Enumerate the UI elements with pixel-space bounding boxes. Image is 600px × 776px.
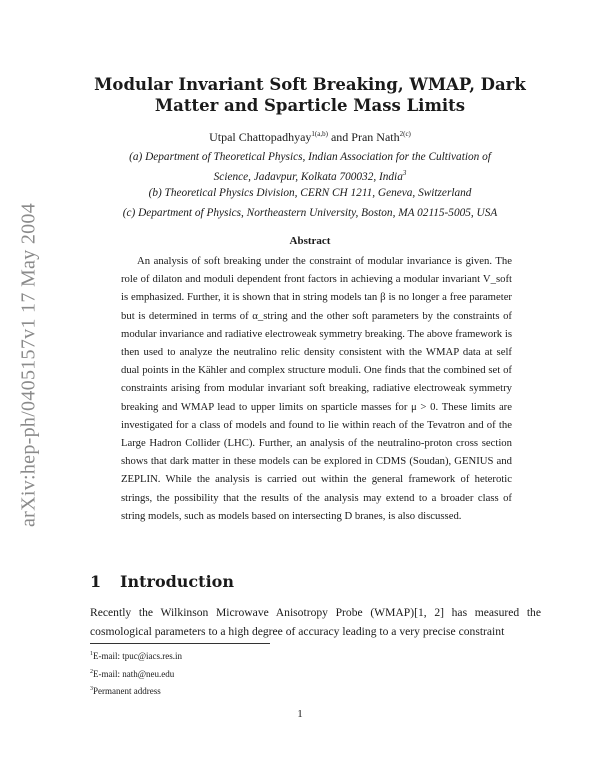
abstract-body [121,252,512,525]
footnote-3-mark: 3 [90,686,93,692]
intro-body [90,603,541,641]
abstract-paragraph: An analysis of soft breaking under the constraint of modular invariance is given. The role of dilaton and moduli dependent front factors in achieving a modular invariant V_soft is emphasized. Further, it is shown that in string models tan β is no longer a free parameter but is determined in terms of α_string and the other soft parameters by the constraints of modular invariance and radiative electroweak symmetry breaking. The above framework is then used to analyze the neutralino relic density consistent with the WMAP data at self dual points in the Kähler and complex structure moduli. One finds that the combined set of constraints arising from modular invariant soft breaking, radiative electroweak symmetry breaking and WMAP lead to upper limits on sparticle masses for μ > 0. These limits are investigated for a class of models and found to lie within reach of the Tevatron and of the Large Hadron Collider (LHC). Further, an analysis of the neutralino-proton cross section shows that dark matter in these models can be explored in CDMS (Soudan), GENIUS and ZEPLIN. While the analysis is carried out within the general framework of heterotic strings, the possibility that the results of the analysis may extend to a broader class of string models, such as models based on intersecting D branes, is also discussed. [121,255,512,522]
title-line-2: Matter and Sparticle Mass Limits [154,96,466,115]
affiliation-b: (b) Theoretical Physics Division, CERN CH 1211, Geneva, Switzerland [148,187,472,199]
page-number: 1 [297,708,303,720]
footnote-2-mark: 2 [90,668,93,675]
author-2-name: Pran Nath [351,130,400,144]
footnote-1-mark: 1 [90,651,93,657]
title-line-1: Modular Invariant Soft Breaking, WMAP, Dark [94,75,526,94]
author-1-affiliation-mark: 1(a,b) [311,130,328,138]
affiliation-c: (c) Department of Physics, Northeastern University, Boston, MA 02115-5005, USA [122,207,498,219]
footnote-2 [90,665,182,683]
affiliation-a-line-2 [90,169,530,183]
author-2-affiliation-mark: 2(c) [399,130,411,138]
footnote-1-text: E-mail: tpuc@iacs.res.in [93,651,183,661]
footnote-rule [90,643,270,644]
footnote-3-text: Permanent address [93,686,161,696]
section-title: Introduction [120,572,234,591]
footnote-2-text: E-mail: nath@neu.edu [93,668,175,679]
paper-title [90,74,530,116]
author-1-name: Utpal Chattopadhyay [209,130,312,144]
arxiv-identifier-text: arXiv:hep-ph/0405157v1 17 May 2004 [17,202,40,528]
footnotes [90,647,182,700]
section-heading [90,572,234,591]
affiliation-a-line-1: (a) Department of Theoretical Physics, Indian Association for the Cultivation of [129,151,491,163]
author-line [90,130,530,145]
section-number: 1 [90,572,102,591]
abstract-heading: Abstract [289,235,331,247]
author-conjunction: and [330,130,349,144]
affiliation-a-line-2-text: Science, Jadavpur, Kolkata 700032, India [213,170,403,183]
footnote-3 [90,682,182,700]
footnote-1 [90,647,182,665]
affiliation-a-footnote-mark: 3 [402,169,407,177]
intro-paragraph: Recently the Wilkinson Microwave Anisotropy Probe (WMAP)[1, 2] has measured the cosmological parameters to a high degree of accuracy leading to a very precise constraint [90,606,541,638]
arxiv-identifier-stamp [8,195,50,535]
